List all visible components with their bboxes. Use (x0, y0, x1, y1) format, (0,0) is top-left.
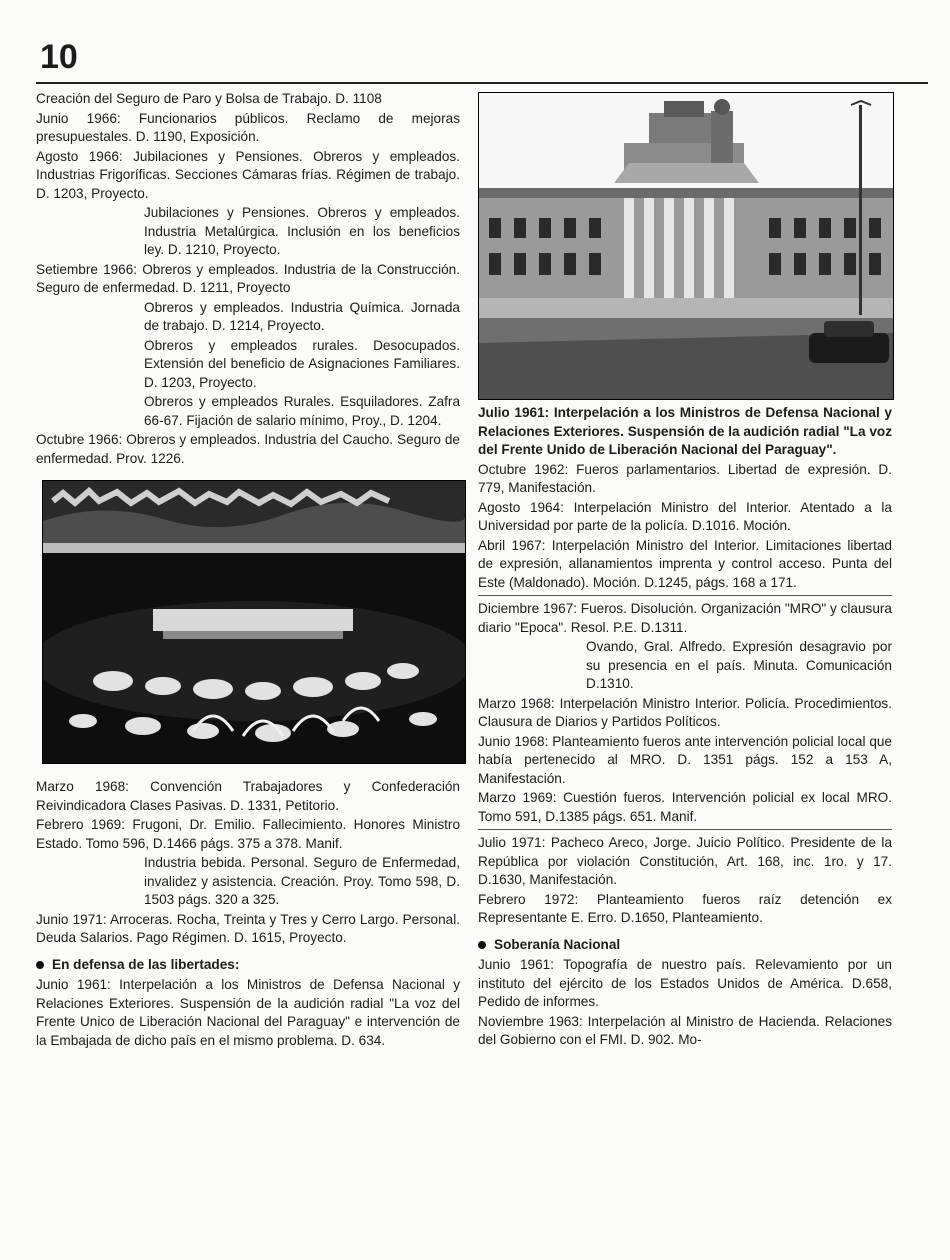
list-item: Agosto 1964: Interpelación Ministro del Interior. Atentado a la Universidad por parte de la policía. D.1016. Moción. (478, 499, 892, 533)
assembly-photo (42, 480, 466, 764)
assembly-photo-image (43, 481, 465, 763)
list-item: Obreros y empleados. Industria Química. Jornada de trabajo. D. 1214, Proyecto. (144, 299, 460, 333)
right-column (478, 92, 892, 1051)
left-column (36, 90, 460, 1051)
list-item: Obreros y empleados rurales. Desocupados. Extensión del beneficio de Asignaciones Familiares. D. 1203, Proyecto. (144, 337, 460, 390)
list-item: Ovando, Gral. Alfredo. Expresión desagravio por su presencia en el país. Minuta. Comunicación D.1310. (586, 639, 892, 691)
list-item: Junio 1968: Planteamiento fueros ante intervención policial local que había pertenecido al MRO. D. 1351 págs. 152 a 153 A, Manifestación. (478, 733, 892, 786)
list-item: Octubre 1962: Fueros parlamentarios. Libertad de expresión. D. 779, Manifestación. (478, 461, 892, 495)
list-item: Obreros y empleados Rurales. Esquiladores. Zafra 66-67. Fijación de salario mínimo, Proy., D. 1204. (144, 394, 460, 428)
list-item: Julio 1961: Interpelación a los Ministros de Defensa Nacional y Relaciones Exteriores. Suspensión de la audición radial "La voz del Frente Unido de Liberación Nacional del Paraguay". (478, 405, 892, 457)
section-heading-label: En defensa de las libertades: (52, 956, 240, 972)
list-item: Febrero 1972: Planteamiento fueros raíz detención ex Representante E. Erro. D.1650, Planteamiento. (478, 891, 892, 925)
list-item: Marzo 1968: Convención Trabajadores y Confederación Reivindicadora Clases Pasivas. D. 1331, Petitorio. (36, 779, 460, 813)
divider (478, 595, 892, 596)
list-item: Setiembre 1966: Obreros y empleados. Industria de la Construcción. Seguro de enfermedad. D. 1211, Proyecto (36, 261, 460, 295)
list-item: Industria bebida. Personal. Seguro de Enfermedad, invalidez y asistencia. Creación. Proy. Tomo 598, D. 1503 págs. 320 a 325. (144, 855, 460, 907)
list-item: Junio 1961: Topografía de nuestro país. Relevamiento por un instituto del ejército de los Estados Unidos de América. D.658, Pedido de informes. (478, 957, 892, 1009)
list-item: Febrero 1969: Frugoni, Dr. Emilio. Fallecimiento. Honores Ministro Estado. Tomo 596, D.1466 págs. 375 a 378. Manif. (36, 817, 460, 851)
divider (478, 829, 892, 830)
list-item: Noviembre 1963: Interpelación al Ministro de Hacienda. Relaciones del Gobierno con el FMI. D. 902. Mo- (478, 1013, 892, 1047)
list-item: Marzo 1968: Interpelación Ministro Interior. Policía. Procedimientos. Clausura de Diarios y Partidos Políticos. (478, 695, 892, 729)
list-item: Junio 1971: Arroceras. Rocha, Treinta y Tres y Cerro Largo. Personal. Deuda Salarios. Pago Régimen. D. 1615, Proyecto. (36, 911, 460, 945)
bullet-icon (478, 941, 486, 949)
header-rule (36, 82, 928, 84)
list-item: Abril 1967: Interpelación Ministro del Interior. Limitaciones libertad de expresión, allanamientos imprenta y control acceso. Punta del Este (Maldonado). Moción. D.1245, págs. 168 a 171. (478, 537, 892, 590)
list-item: Jubilaciones y Pensiones. Obreros y empleados. Industria Metalúrgica. Inclusión en los beneficios ley. D. 1210, Proyecto. (144, 205, 460, 257)
list-item: Creación del Seguro de Paro y Bolsa de Trabajo. D. 1108 (36, 91, 382, 106)
page-number: 10 (40, 38, 78, 76)
list-item: Marzo 1969: Cuestión fueros. Intervención policial ex local MRO. Tomo 591, D.1385 págs. 651. Manif. (478, 790, 892, 824)
list-item: Junio 1966: Funcionarios públicos. Reclamo de mejoras presupuestales. D. 1190, Exposición. (36, 110, 460, 144)
list-item: Junio 1961: Interpelación a los Ministros de Defensa Nacional y Relaciones Exteriores. Suspensión de la audición radial "La voz del Frente Unico de Liberación Nacional del Paraguay" e intervención de la Embajada de dicho país en el mismo problema. D. 634. (36, 977, 460, 1048)
section-heading-libertades (36, 956, 460, 975)
bullet-icon (36, 961, 44, 969)
list-item: Julio 1971: Pacheco Areco, Jorge. Juicio Político. Presidente de la República por violación Constitución, Art. 168, inc. 1ro. y 17. D.1630, Manifestación. (478, 835, 892, 887)
section-heading-soberania (478, 936, 892, 955)
legislative-palace-image (479, 93, 893, 399)
section-heading-label: Soberanía Nacional (494, 936, 621, 952)
legislative-palace-photo (478, 92, 894, 400)
list-item: Agosto 1966: Jubilaciones y Pensiones. Obreros y empleados. Industrias Frigoríficas. Secciones Cámaras frías. Régimen de trabajo. D. 1203, Proyecto. (36, 148, 460, 201)
list-item: Diciembre 1967: Fueros. Disolución. Organización "MRO" y clausura diario "Epoca". Resol. P.E. D.1311. (478, 601, 892, 635)
list-item: Octubre 1966: Obreros y empleados. Industria del Caucho. Seguro de enfermedad. Prov. 1226. (36, 432, 460, 466)
